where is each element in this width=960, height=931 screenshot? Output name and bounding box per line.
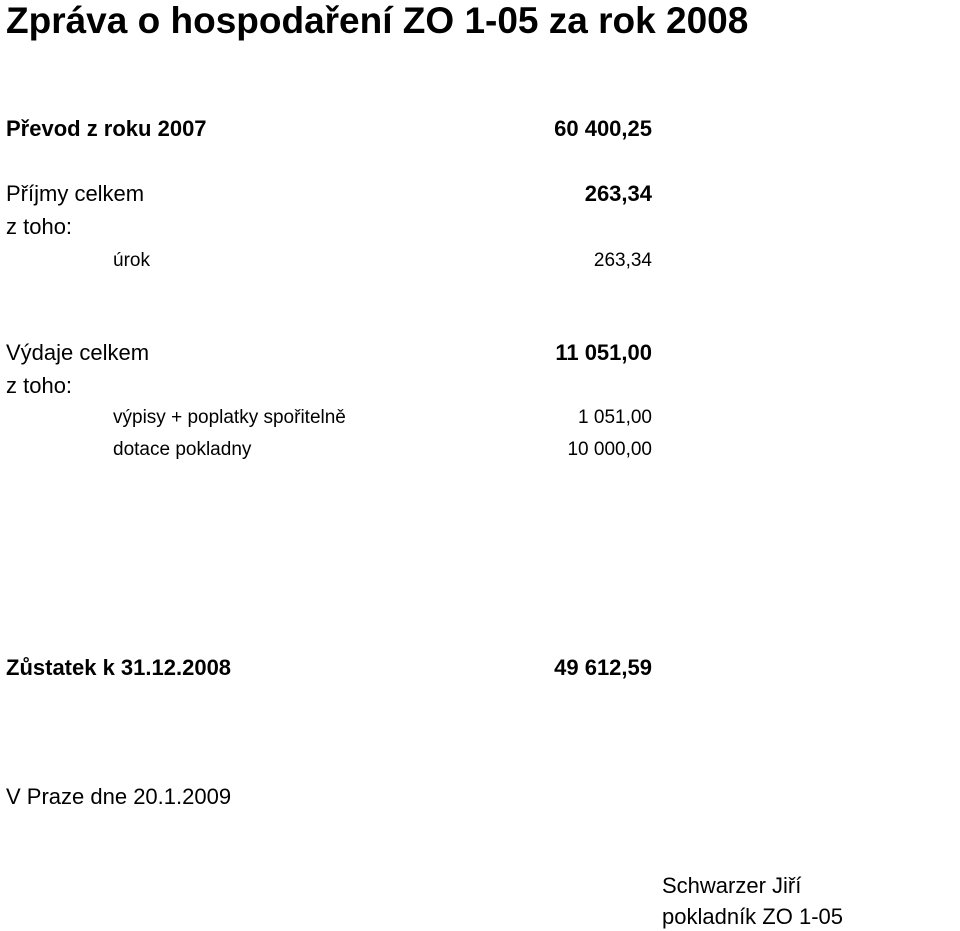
prijmy-ztoho: z toho: xyxy=(6,214,73,239)
prevod-value: 60 400,25 xyxy=(554,116,652,141)
vydaje-item-value: 1 051,00 xyxy=(578,407,652,428)
prevod-label: Převod z roku 2007 xyxy=(6,116,207,141)
vydaje-value: 11 051,00 xyxy=(555,340,652,365)
page-title: Zpráva o hospodaření ZO 1-05 za rok 2008 xyxy=(6,0,749,41)
place-date: V Praze dne 20.1.2009 xyxy=(6,784,232,809)
vydaje-ztoho: z toho: xyxy=(6,373,73,398)
prijmy-item-value: 263,34 xyxy=(593,250,652,271)
vydaje-item-label: výpisy + poplatky spořitelně xyxy=(113,407,346,428)
prijmy-value: 263,34 xyxy=(584,181,652,206)
prijmy-item-label: úrok xyxy=(113,250,150,271)
signature-name: Schwarzer Jiří xyxy=(662,873,802,898)
vydaje-item-value: 10 000,00 xyxy=(567,439,652,460)
signature-role: pokladník ZO 1-05 xyxy=(662,904,843,929)
vydaje-label: Výdaje celkem xyxy=(6,340,150,365)
zustatek-value: 49 612,59 xyxy=(554,655,652,680)
prijmy-label: Příjmy celkem xyxy=(6,181,145,206)
zustatek-label: Zůstatek k 31.12.2008 xyxy=(6,655,232,680)
vydaje-item-label: dotace pokladny xyxy=(113,439,252,460)
